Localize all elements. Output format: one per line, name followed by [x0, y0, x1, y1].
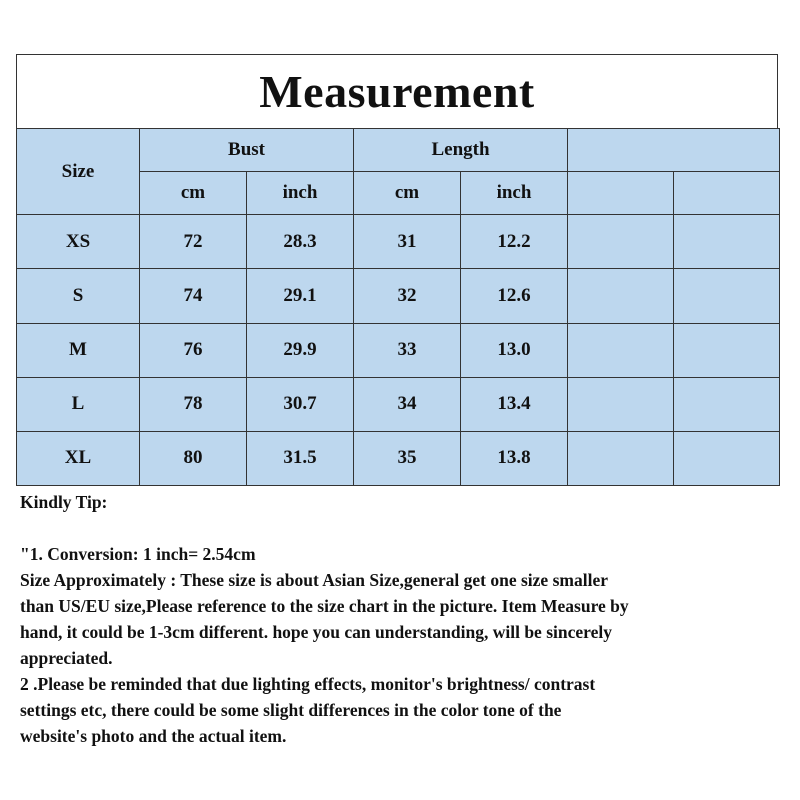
size-cell: S	[17, 269, 140, 323]
bust-cm-cell: 78	[140, 377, 247, 431]
length-cm-cell: 33	[354, 323, 461, 377]
bust-cm-cell: 80	[140, 431, 247, 485]
empty-header	[568, 129, 780, 172]
unit-header: cm	[354, 172, 461, 215]
length-inch-cell: 12.6	[461, 269, 568, 323]
tips-line: settings etc, there could be some slight differences in the color tone of the	[20, 700, 562, 720]
table-row	[17, 269, 780, 323]
empty-cell	[568, 215, 674, 269]
table-row	[17, 215, 780, 269]
tips-line: "1. Conversion: 1 inch= 2.54cm	[20, 544, 256, 564]
bust-inch-cell: 30.7	[247, 377, 354, 431]
title-box	[16, 54, 778, 128]
page-title: Measurement	[259, 66, 535, 117]
tips-line: website's photo and the actual item.	[20, 726, 287, 746]
length-cm-cell: 32	[354, 269, 461, 323]
empty-cell	[674, 377, 780, 431]
size-chart-table	[16, 128, 780, 486]
empty-cell	[674, 172, 780, 215]
empty-cell	[568, 269, 674, 323]
bust-inch-cell: 28.3	[247, 215, 354, 269]
table-row	[17, 377, 780, 431]
tips-line: than US/EU size,Please reference to the size chart in the picture. Item Measure by	[20, 596, 629, 616]
bust-cm-cell: 74	[140, 269, 247, 323]
bust-cm-cell: 76	[140, 323, 247, 377]
unit-header: inch	[461, 172, 568, 215]
empty-cell	[568, 431, 674, 485]
empty-cell	[568, 323, 674, 377]
size-cell: XL	[17, 431, 140, 485]
tips-spacer	[20, 515, 780, 541]
bust-inch-cell: 29.9	[247, 323, 354, 377]
unit-header: cm	[140, 172, 247, 215]
bust-cm-cell: 72	[140, 215, 247, 269]
length-cm-cell: 34	[354, 377, 461, 431]
bust-header: Bust	[140, 129, 354, 172]
tips-line: 2 .Please be reminded that due lighting effects, monitor's brightness/ contrast	[20, 674, 596, 694]
empty-cell	[674, 431, 780, 485]
length-header: Length	[354, 129, 568, 172]
length-cm-cell: 31	[354, 215, 461, 269]
length-inch-cell: 13.8	[461, 431, 568, 485]
bust-inch-cell: 29.1	[247, 269, 354, 323]
empty-cell	[674, 323, 780, 377]
size-cell: XS	[17, 215, 140, 269]
tips-section	[20, 489, 780, 749]
tips-line: hand, it could be 1-3cm different. hope you can understanding, will be sincerely	[20, 622, 612, 642]
tips-line: Size Approximately : These size is about Asian Size,general get one size smaller	[20, 570, 608, 590]
size-cell: M	[17, 323, 140, 377]
length-inch-cell: 13.0	[461, 323, 568, 377]
size-cell: L	[17, 377, 140, 431]
empty-cell	[568, 377, 674, 431]
table-row	[17, 323, 780, 377]
bust-inch-cell: 31.5	[247, 431, 354, 485]
empty-cell	[674, 269, 780, 323]
length-inch-cell: 13.4	[461, 377, 568, 431]
tips-heading: Kindly Tip:	[20, 492, 108, 512]
unit-header: inch	[247, 172, 354, 215]
table-row	[17, 431, 780, 485]
header-row-main	[17, 129, 780, 172]
size-header: Size	[17, 129, 140, 215]
length-cm-cell: 35	[354, 431, 461, 485]
empty-cell	[568, 172, 674, 215]
length-inch-cell: 12.2	[461, 215, 568, 269]
empty-cell	[674, 215, 780, 269]
tips-line: appreciated.	[20, 648, 113, 668]
